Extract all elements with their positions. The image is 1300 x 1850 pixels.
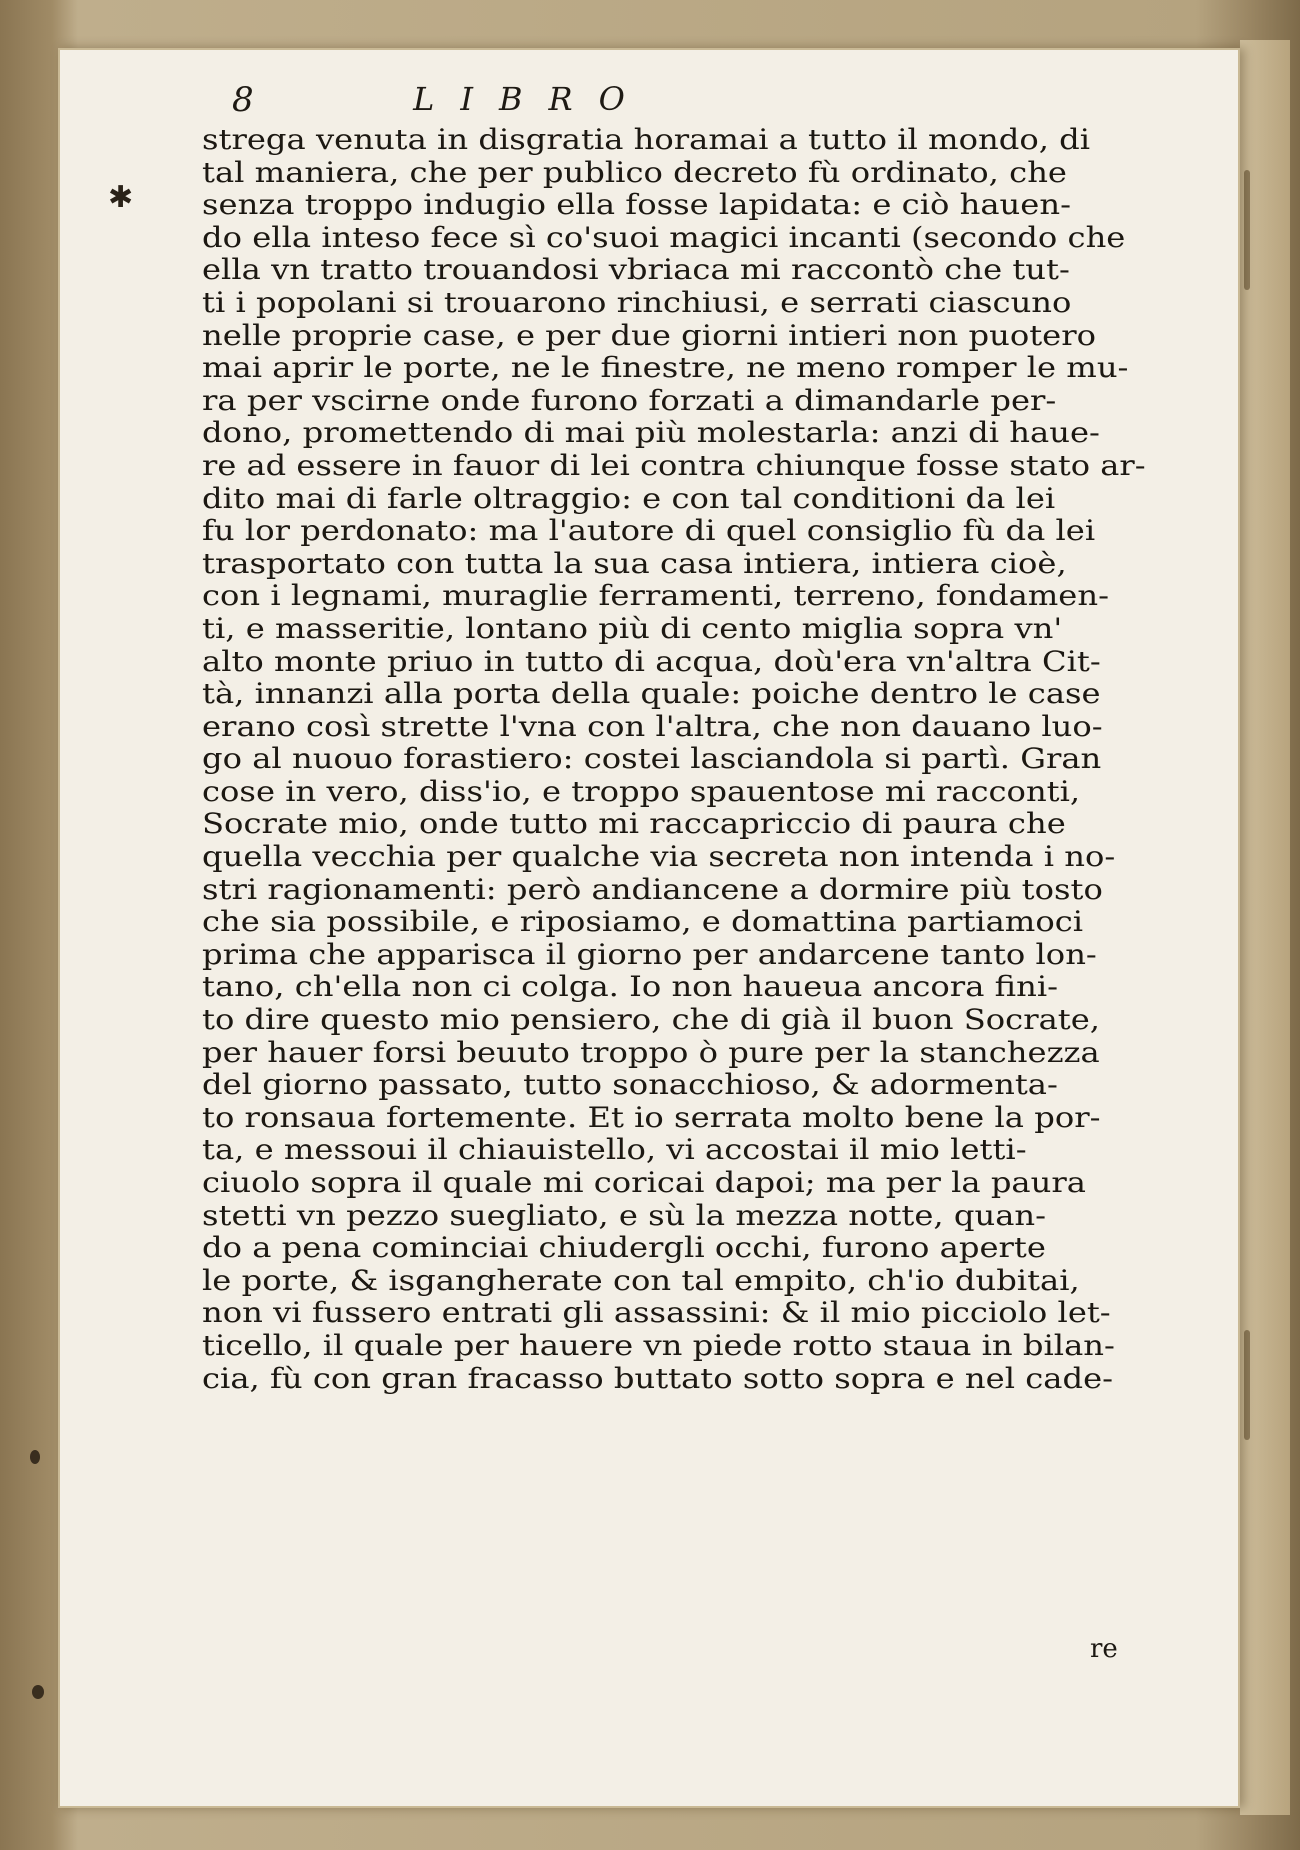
body-text [202,124,1146,1395]
text-line: do a pena cominciai chiudergli occhi, furono aperte [202,1232,1046,1265]
page-header [232,80,792,128]
text-line: non vi fussero entrati gli assassini: & il mio picciolo let- [202,1297,1111,1330]
text-line: ti, e masseritie, lontano più di cento miglia sopra vn' [202,612,1063,645]
text-line: alto monte priuo in tutto di acqua, doù'era vn'altra Cit- [202,645,1101,678]
text-line: stetti vn pezzo suegliato, e sù la mezza notte, quan- [202,1199,1047,1232]
page-number: 8 [232,80,254,120]
text-line: re ad essere in fauor di lei contra chiunque fosse stato ar- [202,449,1146,482]
text-line: tano, ch'ella non ci colga. Io non haueua ancora fini- [202,971,1059,1004]
text-line: stri ragionamenti: però andiancene a dormire più tosto [202,873,1103,906]
text-line: go al nuouo forastiero: costei lasciandola si partì. Gran [202,743,1102,776]
text-line: quella vecchia per qualche via secreta non intenda i no- [202,841,1116,874]
text-line: per hauer forsi beuuto troppo ò pure per la stanchezza [202,1036,1100,1069]
text-line: con i legnami, muraglie ferramenti, terreno, fondamen- [202,580,1109,613]
text-line: dono, promettendo di mai più molestarla: anzi di haue- [202,417,1100,450]
text-line: cia, fù con gran fracasso buttato sotto sopra e nel cade- [202,1362,1114,1395]
text-line: ticello, il quale per hauere vn piede rotto staua in bilan- [202,1329,1115,1362]
text-line: prima che apparisca il giorno per andarcene tanto lon- [202,938,1097,971]
text-line: tal maniera, che per publico decreto fù ordinato, che [202,156,1067,189]
text-line: che sia possibile, e riposiamo, e domattina partiamoci [202,906,1084,939]
text-line: to dire questo mio pensiero, che di già il buon Socrate, [202,1004,1101,1037]
catchword: re [1090,1634,1118,1664]
text-line: ciuolo sopra il quale mi coricai dapoi; ma per la paura [202,1167,1086,1199]
text-line: tà, innanzi alla porta della quale: poiche dentro le case [202,678,1101,711]
text-line: cose in vero, diss'io, e troppo spauentose mi racconti, [202,775,1081,808]
text-line: trasportato con tutta la sua casa intiera, intiera cioè, [202,547,1067,580]
text-line: le porte, & isgangherate con tal empito, ch'io dubitai, [202,1264,1080,1297]
text-line: dito mai di farle oltraggio: e con tal conditioni da lei [202,482,1056,515]
text-line: ella vn tratto trouandosi vbriaca mi raccontò che tut- [202,254,1070,287]
text-line: ta, e messoui il chiauistello, vi accostai il mio letti- [202,1134,1027,1167]
binding-thread [1244,170,1250,290]
margin-asterisk-icon: ✱ [108,180,134,215]
text-line: ra per vscirne onde furono forzati a dimandarle per- [202,384,1057,417]
text-line: strega venuta in disgratia horamai a tutto il mondo, di [202,124,1091,156]
text-line: to ronsaua fortemente. Et io serrata molto bene la por- [202,1101,1101,1134]
text-line: erano così strette l'vna con l'altra, che non dauano luo- [202,710,1103,743]
facing-page-edge [1240,40,1290,1815]
text-line: ti i popolani si trouarono rinchiusi, e serrati ciascuno [202,286,1072,319]
text-line: Socrate mio, onde tutto mi raccapriccio di paura che [202,808,1066,841]
running-head: LIBRO [413,80,651,118]
text-line: mai aprir le porte, ne le finestre, ne meno romper le mu- [202,352,1129,385]
text-line: nelle proprie case, e per due giorni intieri non puotero [202,319,1097,352]
binding-thread [1244,1330,1250,1440]
ink-spot [32,1685,44,1699]
ink-spot [30,1450,40,1464]
text-line: fu lor perdonato: ma l'autore di quel consiglio fù da lei [202,515,1096,548]
text-line: del giorno passato, tutto sonacchioso, & adormenta- [202,1069,1058,1102]
text-line: do ella inteso fece sì co'suoi magici incanti (secondo che [202,221,1126,254]
text-line: senza troppo indugio ella fosse lapidata: e ciò hauen- [202,189,1071,222]
